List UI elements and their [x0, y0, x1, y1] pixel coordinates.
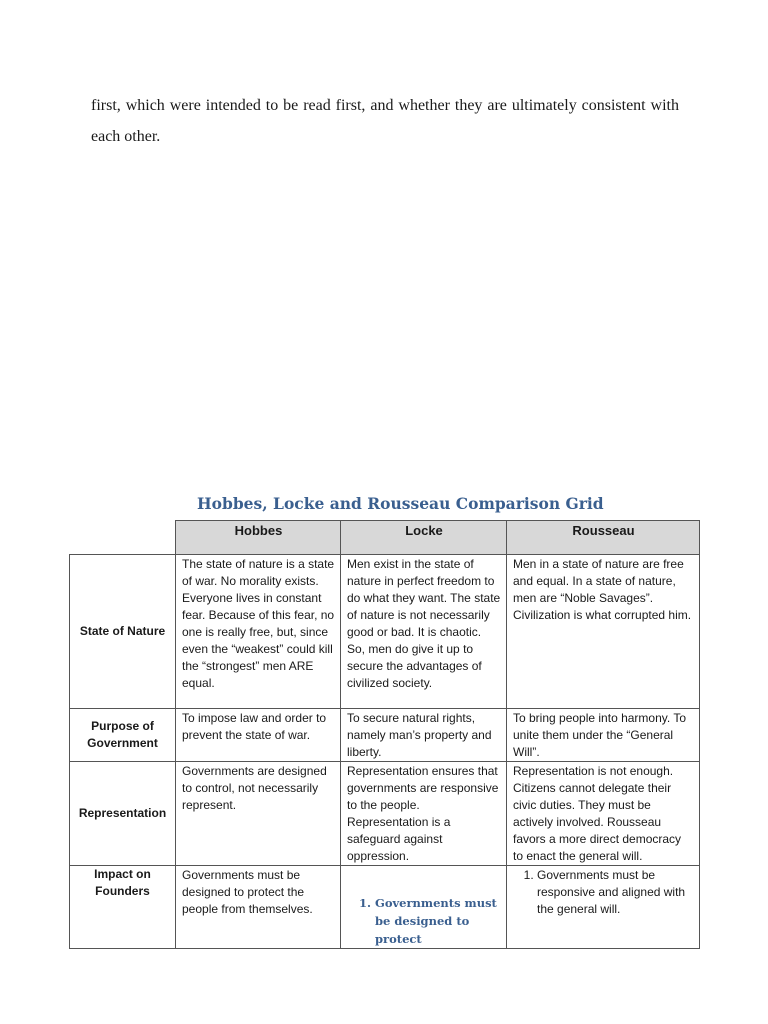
cell-hobbes: Governments are designed to control, not necessarily represent. — [176, 762, 341, 866]
cell-locke: To secure natural rights, namely man’s property and liberty. — [341, 709, 507, 762]
header-hobbes: Hobbes — [176, 521, 341, 555]
header-row — [70, 521, 700, 555]
cell-rousseau: To bring people into harmony. To unite them under the “General Will”. — [507, 709, 700, 762]
cell-locke: Representation ensures that governments are responsive to the people. Representation is a safeguard against oppression. — [341, 762, 507, 866]
rousseau-impact-list — [513, 867, 694, 918]
cell-hobbes: Governments must be designed to protect the people from themselves. — [176, 866, 341, 949]
comparison-grid — [69, 520, 700, 949]
header-locke: Locke — [341, 521, 507, 555]
table-row — [70, 866, 700, 949]
table-row — [70, 762, 700, 866]
row-label-purpose-of-government: Purpose of Government — [70, 709, 176, 762]
row-label-representation: Representation — [70, 762, 176, 866]
cell-locke: Men exist in the state of nature in perfect freedom to do what they want. The state of nature is not necessarily good or bad. It is chaotic. So, men do give it up to secure the advantages of civilized society. — [341, 555, 507, 709]
table-row — [70, 709, 700, 762]
row-label-impact-on-founders: Impact on Founders — [70, 866, 176, 949]
body-paragraph: first, which were intended to be read first, and whether they are ultimately consistent with each other. — [91, 97, 679, 145]
row-label-state-of-nature: State of Nature — [70, 555, 176, 709]
cell-hobbes: The state of nature is a state of war. No morality exists. Everyone lives in constant fear. Because of this fear, no one is really free, but, since even the “weakest” could kill the “strongest” men ARE equal. — [176, 555, 341, 709]
list-item: 1. Governments must be designed to protect — [375, 894, 501, 948]
locke-impact-list — [347, 894, 501, 948]
cell-rousseau: Representation is not enough. Citizens cannot delegate their civic duties. They must be actively involved. Rousseau favors a more direct democracy to enact the general will. — [507, 762, 700, 866]
list-item: 1. Governments must be responsive and aligned with the general will. — [537, 867, 694, 918]
grid-title: Hobbes, Locke and Rousseau Comparison Grid — [197, 494, 604, 513]
cell-locke — [341, 866, 507, 949]
cell-hobbes: To impose law and order to prevent the state of war. — [176, 709, 341, 762]
table-row — [70, 555, 700, 709]
corner-cell — [70, 521, 176, 555]
header-rousseau: Rousseau — [507, 521, 700, 555]
cell-rousseau — [507, 866, 700, 949]
cell-rousseau: Men in a state of nature are free and equal. In a state of nature, men are “Noble Savages”. Civilization is what corrupted him. — [507, 555, 700, 709]
